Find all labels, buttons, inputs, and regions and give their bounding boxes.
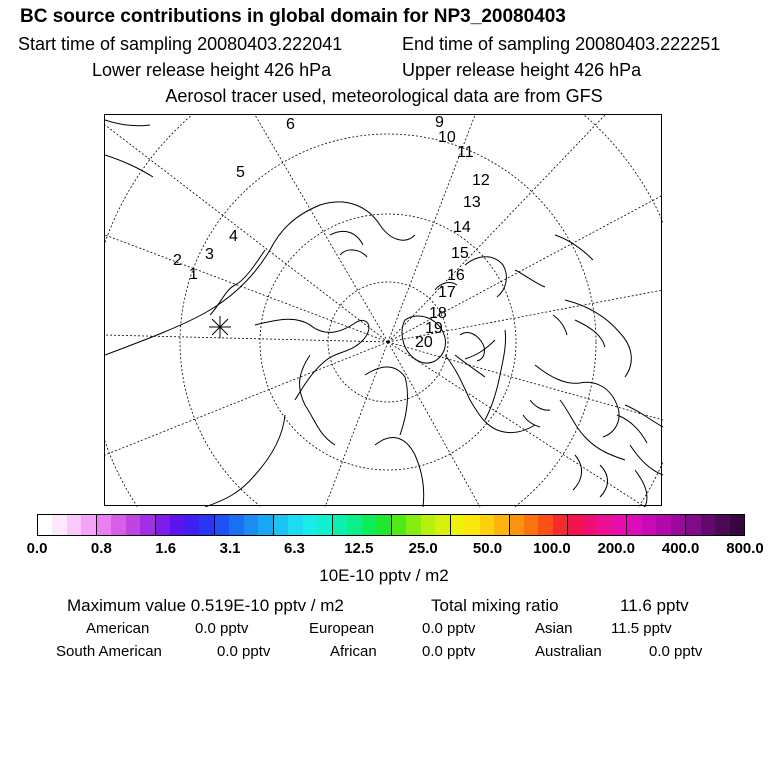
color-scale-swatch	[199, 515, 213, 535]
color-scale-swatch	[642, 515, 656, 535]
color-scale-unit: 10E-10 pptv / m2	[319, 566, 449, 585]
color-scale-swatch	[273, 515, 288, 535]
color-scale-swatch	[244, 515, 258, 535]
color-scale-swatch	[362, 515, 376, 535]
region-asian-label: Asian	[535, 620, 573, 637]
color-scale-swatch	[214, 515, 229, 535]
color-scale-swatch	[553, 515, 567, 535]
color-scale-swatch	[111, 515, 125, 535]
color-scale-swatch	[715, 515, 729, 535]
color-scale-swatch	[450, 515, 465, 535]
page-title: BC source contributions in global domain for NP3_20080403	[20, 6, 566, 27]
color-scale-swatch	[656, 515, 670, 535]
tracer-note: Aerosol tracer used, meteorological data are from GFS	[165, 86, 603, 106]
total-mixing-ratio-label: Total mixing ratio	[431, 596, 559, 615]
color-scale-tick-label: 0.8	[90, 540, 112, 557]
region-african-value: 0.0 pptv	[422, 643, 476, 660]
region-american-label: American	[86, 620, 150, 637]
color-scale-swatch	[332, 515, 347, 535]
region-european-value: 0.0 pptv	[422, 620, 476, 637]
color-scale-swatch	[229, 515, 243, 535]
trajectory-label-2: 2	[173, 252, 182, 269]
color-scale-tick-label: 50.0	[472, 540, 503, 557]
color-scale-swatch	[494, 515, 508, 535]
coastlines	[105, 120, 663, 507]
trajectory-label-20: 20	[415, 334, 433, 351]
region-european-label: European	[309, 620, 375, 637]
color-scale-tick-label: 1.6	[155, 540, 177, 557]
color-scale-swatch	[81, 515, 95, 535]
maximum-value: Maximum value 0.519E-10 pptv / m2	[67, 596, 344, 615]
trajectory-label-17: 17	[438, 284, 456, 301]
color-scale-tick-label: 6.3	[284, 540, 305, 557]
region-australian-label: Australian	[535, 643, 602, 660]
color-scale-swatch	[465, 515, 479, 535]
trajectory-label-19: 19	[425, 320, 443, 337]
color-scale-swatch	[671, 515, 685, 535]
color-scale-swatch	[38, 515, 52, 535]
color-scale-swatch	[597, 515, 611, 535]
trajectory-label-9: 9	[435, 115, 444, 131]
color-scale-swatch	[391, 515, 406, 535]
color-scale-swatch	[170, 515, 184, 535]
color-scale-swatch	[126, 515, 140, 535]
color-scale-swatch	[567, 515, 582, 535]
start-time: Start time of sampling 20080403.222041	[18, 34, 343, 54]
color-scale-swatch	[288, 515, 302, 535]
color-scale-swatch	[730, 515, 744, 535]
trajectory-label-6: 6	[286, 116, 295, 133]
region-south-american-value: 0.0 pptv	[217, 643, 271, 660]
trajectory-label-11: 11	[457, 144, 474, 161]
color-scale-tick-label: 800.0	[726, 540, 764, 557]
trajectory-label-10: 10	[438, 129, 456, 146]
color-scale-swatch	[52, 515, 66, 535]
trajectory-label-1: 1	[189, 266, 198, 283]
color-scale-swatch	[317, 515, 331, 535]
lower-release-height: Lower release height 426 hPa	[92, 60, 332, 80]
region-american-value: 0.0 pptv	[195, 620, 249, 637]
color-scale-swatch	[376, 515, 390, 535]
color-scale-swatch	[524, 515, 538, 535]
color-scale-tick-label: 12.5	[344, 540, 374, 557]
region-south-american-label: South American	[56, 643, 162, 660]
region-african-label: African	[330, 643, 377, 660]
color-scale-tick-label: 100.0	[533, 540, 571, 557]
color-scale-tick-label: 3.1	[219, 540, 241, 557]
upper-release-height: Upper release height 426 hPa	[402, 60, 642, 80]
color-scale-swatch	[626, 515, 641, 535]
trajectory-label-18: 18	[429, 305, 447, 322]
color-scale-swatch	[96, 515, 111, 535]
region-australian-value: 0.0 pptv	[649, 643, 703, 660]
color-scale-swatch	[538, 515, 552, 535]
color-scale-swatch	[480, 515, 494, 535]
color-scale-swatch	[701, 515, 715, 535]
color-scale-swatch	[583, 515, 597, 535]
trajectory-label-16: 16	[447, 267, 465, 284]
color-scale-swatch	[303, 515, 317, 535]
color-scale-swatch	[612, 515, 626, 535]
color-scale-swatch	[185, 515, 199, 535]
color-scale-tick-label: 400.0	[661, 540, 700, 557]
trajectory-label-15: 15	[451, 245, 469, 262]
color-scale-tick-label: 0.0	[26, 540, 48, 557]
trajectory-label-5: 5	[236, 164, 245, 181]
color-scale-swatch	[509, 515, 524, 535]
trajectory-label-13: 13	[463, 194, 481, 211]
total-mixing-ratio-value: 11.6 pptv	[620, 596, 689, 615]
color-scale-swatch	[258, 515, 272, 535]
trajectory-label-12: 12	[472, 172, 490, 189]
map-canvas	[105, 115, 663, 507]
color-scale-swatch	[347, 515, 361, 535]
color-scale-tick-label: 25.0	[408, 540, 438, 557]
trajectory-label-4: 4	[229, 228, 238, 245]
region-asian-value: 11.5 pptv	[611, 620, 672, 637]
color-scale-swatch	[67, 515, 81, 535]
color-scale-swatch	[140, 515, 154, 535]
end-time: End time of sampling 20080403.222251	[402, 34, 721, 54]
trajectory-label-3: 3	[205, 246, 214, 263]
color-scale-swatch	[435, 515, 449, 535]
color-scale-bar	[37, 514, 745, 536]
color-scale-swatch	[685, 515, 700, 535]
trajectory-label-14: 14	[453, 219, 471, 236]
meridian-lines	[105, 115, 663, 507]
asterisk-marker-icon	[209, 316, 231, 338]
latitude-circles	[105, 115, 663, 507]
color-scale-swatch	[406, 515, 420, 535]
color-scale-tick-label: 200.0	[597, 540, 636, 557]
polar-map	[104, 114, 662, 506]
color-scale-swatch	[155, 515, 170, 535]
color-scale-swatch	[421, 515, 435, 535]
